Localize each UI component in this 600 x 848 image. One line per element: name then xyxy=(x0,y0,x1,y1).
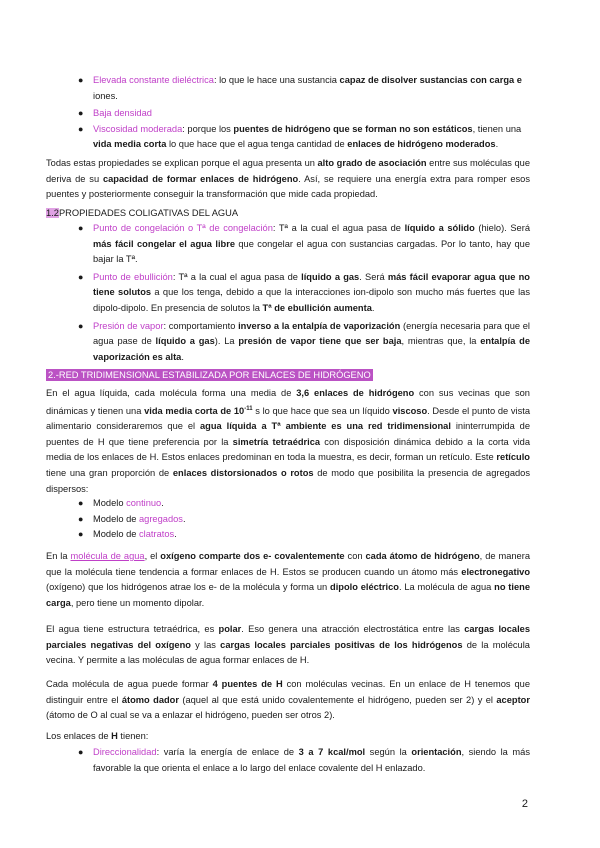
list-item: ● Punto de ebullición: Tª a la cual el agua pasa de líquido a gas. Será más fácil evaporar agua que no tiene solutos a que los tenga, debido a que la interacciones ion-dipolo son mucho más fuertes que las dipolo-dipolo. En presencia de solutos la Tª de ebullición aumenta. xyxy=(78,271,530,313)
paragraph: En el agua líquida, cada molécula forma una media de 3,6 enlaces de hidrógeno con sus vecinas que son dinámicas y tienen una vida media corta de $10^{-11}$ s lo que hace que sea un líquido viscoso. Desde el punto de vista alimentario consideraremos que el agua líquida a Tª ambiente es una red tridimensional ininterrumpida de puentes de H que tiene preferencia por la simetría tetraédrica con disposición dinámica debido a la corta vida media de los enlaces de H. Estos enlaces predominan en toda la muestra, es decir, forman un retículo. Este retículo tiene una gran proporción de enlaces distorsionados o rotos de modo que posibilita la presencia de agregados dispersos: xyxy=(46,388,530,494)
paragraph: En la molécula de agua, el oxígeno comparte dos e- covalentemente con cada átomo de hidrógeno, de manera que la molécula tiene tendencia a formar enlaces de H. Estos se producen cuando un átomo más electronegativo (oxígeno) que los hidrógenos atrae los e- de la molécula y forma un dipolo eléctrico. La molécula de agua no tiene carga, pero tiene un momento dipolar. xyxy=(46,551,531,608)
bullet-icon: ● xyxy=(78,498,84,508)
bullet-icon: ● xyxy=(78,271,84,282)
bullet-icon: ● xyxy=(78,108,84,119)
section-heading: 1.2PROPIEDADES COLIGATIVAS DEL AGUA xyxy=(46,208,239,218)
paragraph: Los enlaces de H tienen: xyxy=(46,731,149,741)
list-item: ● Modelo continuo. xyxy=(93,496,530,512)
bullet-icon: ● xyxy=(78,747,84,757)
list-item: ● Direccionalidad: varía la energía de enlace de 3 a 7 kcal/mol según la orientación, siendo la más favorable la que orienta el enlace a lo largo del enlace covalente del H enlazado. xyxy=(78,747,530,773)
page-number: 2 xyxy=(521,798,528,810)
section-heading: 2.-RED TRIDIMENSIONAL ESTABILIZADA POR ENLACES DE HIDRÓGENO xyxy=(48,370,371,380)
bullet-icon: ● xyxy=(78,75,84,85)
list-item: ● Modelo de agregados. xyxy=(93,512,530,528)
bullet-icon: ● xyxy=(78,320,84,331)
bullet-icon: ● xyxy=(78,123,84,134)
list-item: ● Baja densidad xyxy=(93,106,530,122)
list-item: ● Presión de vapor: comportamiento inverso a la entalpía de vaporización (energía necesaria para que el agua pase de líquido a gas). La presión de vapor tiene que ser baja, mientras que, la entalpía de vaporización es alta. xyxy=(78,320,530,362)
properties-list xyxy=(78,73,530,153)
paragraph: El agua tiene estructura tetraédrica, es polar. Eso genera una atracción electrostática entre las cargas locales parciales negativas del oxígeno y las cargas locales parciales positivas de los hidrógenos de la molécula vecina. Y permite a las moléculas de agua formar enlaces de H. xyxy=(46,624,530,666)
hbond-properties-list xyxy=(78,745,530,776)
bullet-icon: ● xyxy=(78,513,84,524)
list-item: ● Modelo de clatratos. xyxy=(93,527,530,543)
models-list xyxy=(78,496,530,543)
paragraph: Cada molécula de agua puede formar 4 puentes de H con moléculas vecinas. En un enlace de H tenemos que distinguir entre el átomo dador (aquel al que está unido covalentemente el hidrógeno, pueden ser 2) y el aceptor (átomo de O al cual se va a enlazar el hidrógeno, pueden ser otros 2). xyxy=(46,679,530,721)
paragraph: Todas estas propiedades se explican porque el agua presenta un alto grado de asociación entre sus moléculas que deriva de su capacidad de formar enlaces de hidrógeno. Así, se requiere una energía extra para romper esos puentes y posteriormente conseguir la transformación que mide cada propiedad. xyxy=(46,158,531,200)
list-item: ● Viscosidad moderada: porque los puentes de hidrógeno que se forman no son estáticos, tienen una vida media corta lo que hace que el agua tenga cantidad de enlaces de hidrógeno moderados. xyxy=(78,123,522,150)
molecule-link[interactable]: molécula de agua xyxy=(70,551,145,561)
bullet-icon: ● xyxy=(78,223,84,233)
list-item: ● Punto de congelación o Tª de congelación: Tª a la cual el agua pasa de líquido a sólido (hielo). Será más fácil congelar el agua libre que congelar el agua con sustancias cargadas. Por lo tanto, hay que bajar la Tª. xyxy=(78,223,530,265)
coligative-list xyxy=(78,221,530,365)
bullet-icon: ● xyxy=(78,529,84,540)
list-item: ● Elevada constante dieléctrica: lo que le hace una sustancia capaz de disolver sustancias con carga e iones. xyxy=(78,75,522,101)
